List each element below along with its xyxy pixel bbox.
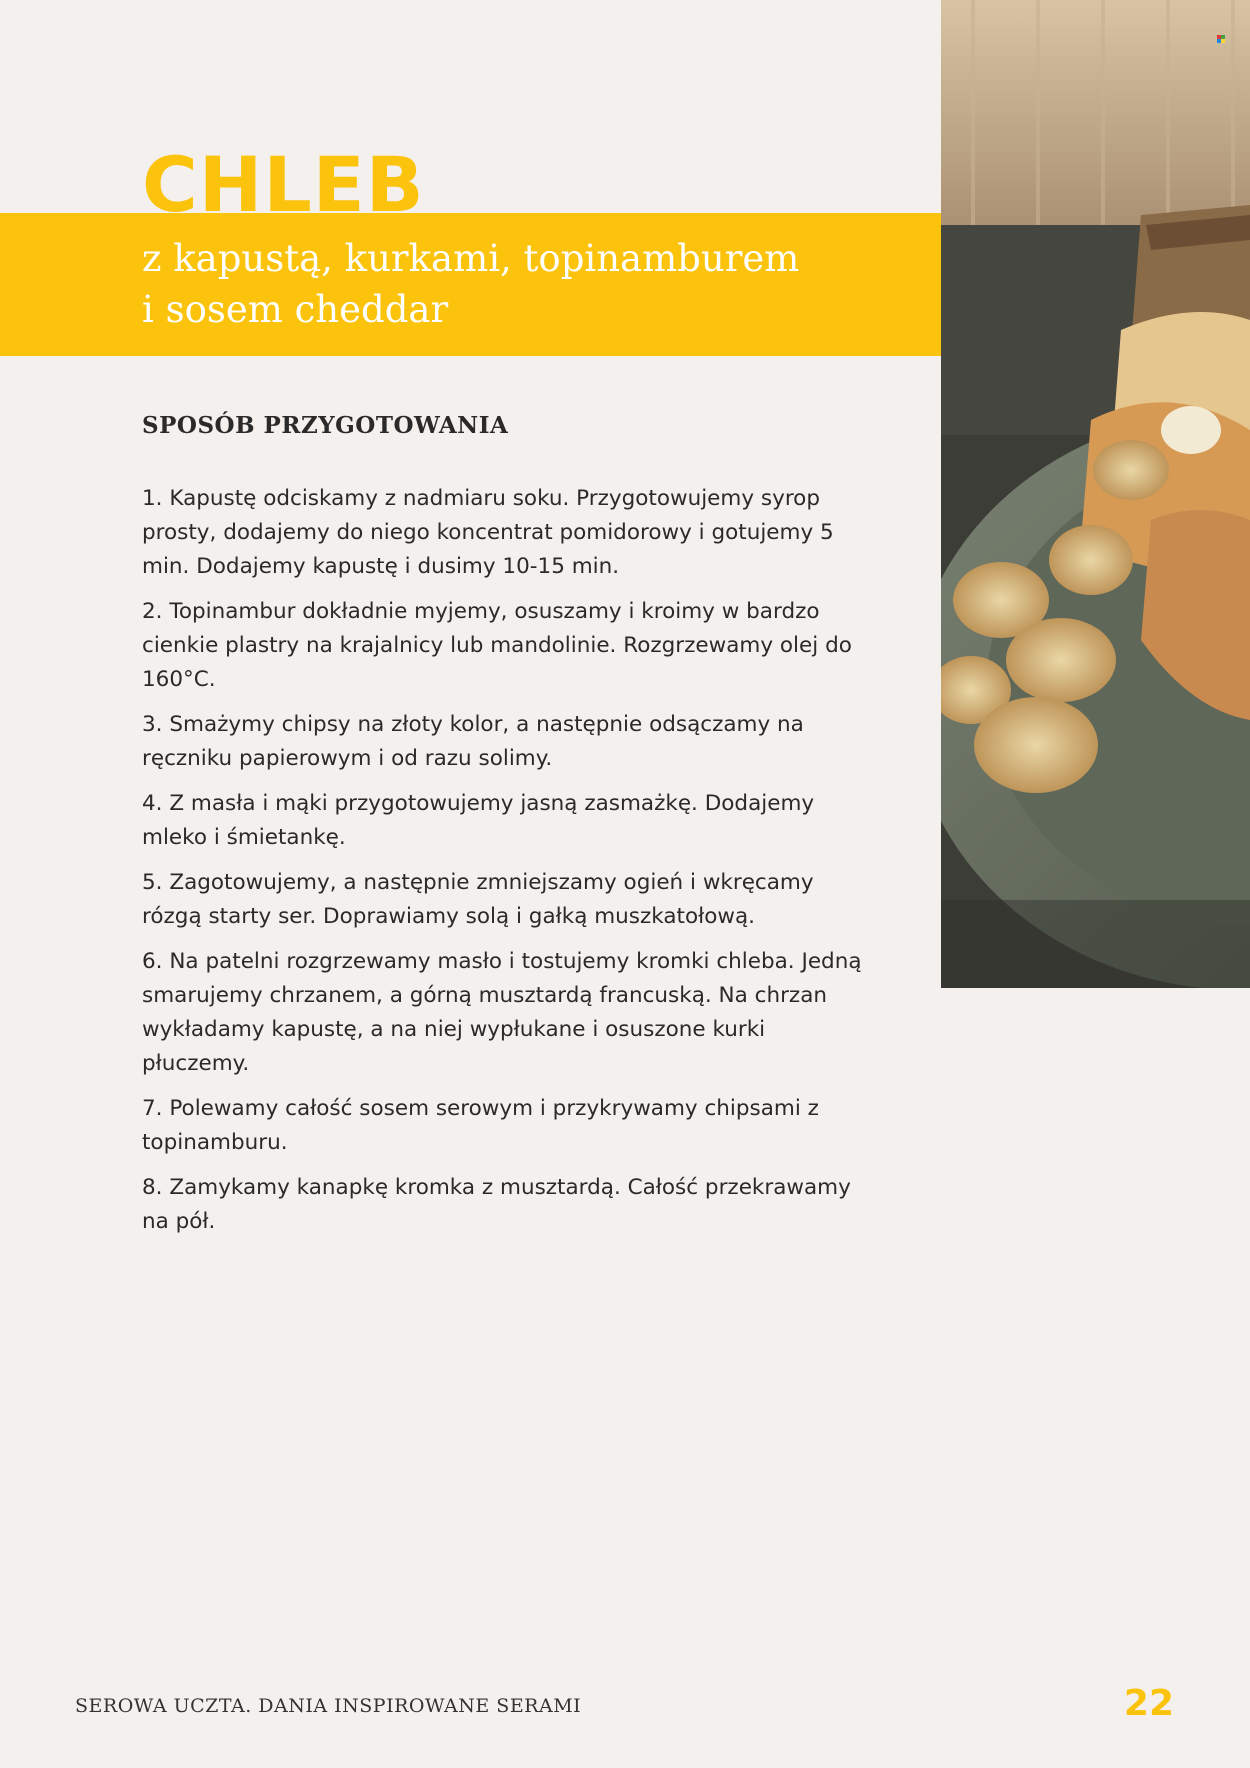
dish-photo: [941, 0, 1250, 988]
step-item: 4. Z masła i mąki przygotowujemy jasną zasmażkę. Dodajemy mleko i śmietankę.: [142, 791, 815, 850]
step-item: 3. Smażymy chipsy na złoty kolor, a następnie odsączamy na ręczniku papierowym i od razu solimy.: [142, 712, 804, 771]
step-item: 7. Polewamy całość sosem serowym i przykrywamy chipsami z topinamburu.: [142, 1096, 819, 1155]
page-number: 22: [1123, 1683, 1174, 1724]
step-item: 2. Topinambur dokładnie myjemy, osuszamy i kroimy w bardzo cienkie plastry na krajalnicy lub mandolinie. Rozgrzewamy olej do 160°C.: [142, 599, 852, 692]
print-registration-icon: [1217, 35, 1225, 43]
subtitle-line-1: z kapustą, kurkami, topinamburem: [142, 237, 800, 280]
footer-publication-title: SEROWA UCZTA. DANIA INSPIROWANE SERAMI: [75, 1695, 582, 1717]
steps-list: [142, 482, 872, 1250]
recipe-title: CHLEB: [142, 140, 425, 229]
step-item: 1. Kapustę odciskamy z nadmiaru soku. Przygotowujemy syrop prosty, dodajemy do niego koncentrat pomidorowy i gotujemy 5 min. Dodajemy kapustę i dusimy 10-15 min.: [142, 486, 834, 579]
subtitle-line-2: i sosem cheddar: [142, 288, 449, 331]
step-item: 5. Zagotowujemy, a następnie zmniejszamy ogień i wkręcamy rózgą starty ser. Doprawiamy solą i gałką muszkatołową.: [142, 870, 814, 929]
step-item: 8. Zamykamy kanapkę kromka z musztardą. Całość przekrawamy na pół.: [142, 1175, 851, 1234]
step-item: 6. Na patelni rozgrzewamy masło i tostujemy kromki chleba. Jedną smarujemy chrzanem, a górną musztardą francuską. Na chrzan wykładamy kapustę, a na niej wypłukane i osuszone kurki płuczemy.: [142, 949, 862, 1076]
recipe-subtitle: [142, 233, 922, 335]
section-heading: SPOSÓB PRZYGOTOWANIA: [142, 412, 509, 439]
